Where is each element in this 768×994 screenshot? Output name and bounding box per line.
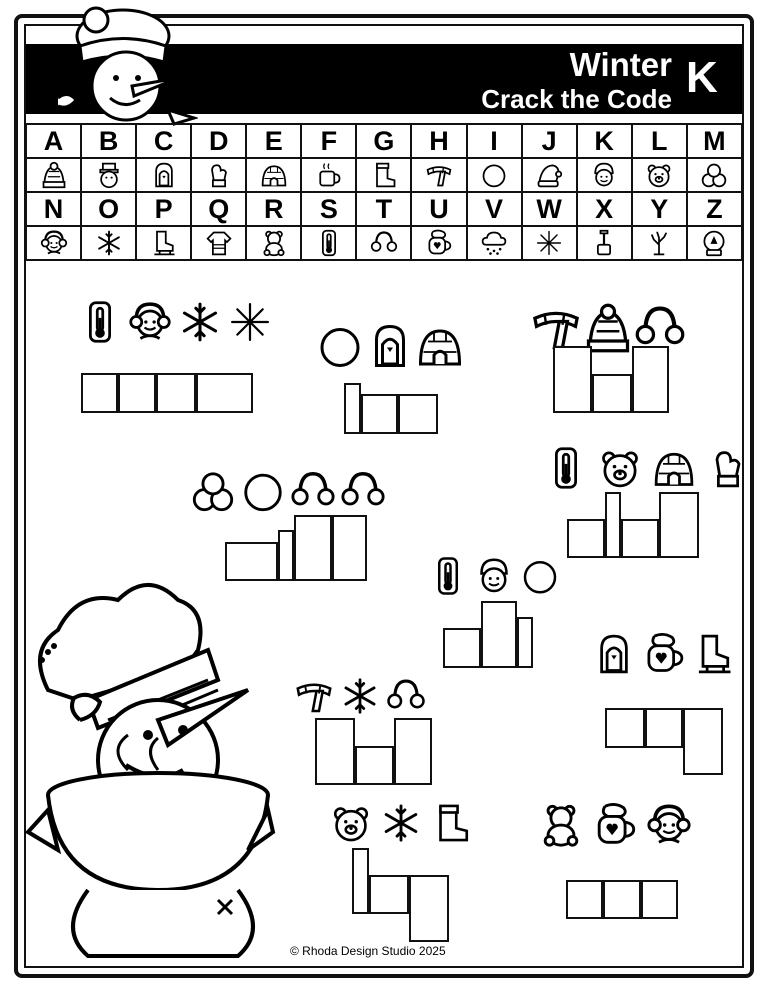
snowflake-icon	[340, 676, 380, 716]
puzzle-6-answer-box-3[interactable]	[517, 617, 533, 668]
snowflake-icon	[380, 802, 422, 844]
puzzle-7-clue-3	[692, 632, 736, 681]
key-letter-g: G	[356, 124, 411, 158]
scarf-icon	[294, 676, 334, 716]
key-letter-w: W	[522, 192, 577, 226]
puzzle-5-clue-3	[652, 446, 696, 495]
puzzle-7-answer-box-1[interactable]	[605, 708, 645, 748]
puzzle-4-clue-2	[240, 468, 286, 519]
snowball-pile-icon	[700, 161, 728, 189]
key-letter-e: E	[246, 124, 301, 158]
key-letter-d: D	[191, 124, 246, 158]
puzzle-6-clue-1	[428, 556, 468, 601]
puzzle-4-clue-4	[340, 468, 386, 519]
snow-cloud-icon	[480, 229, 508, 257]
puzzle-7-answer-box-2[interactable]	[645, 708, 683, 748]
puzzle-5-answer-box-4[interactable]	[659, 492, 699, 558]
heart-cocoa-mug-icon	[642, 632, 686, 676]
igloo-icon	[260, 161, 288, 189]
snowball-icon	[316, 322, 364, 370]
polar-bear-face-icon	[598, 446, 642, 490]
puzzle-1-clue-4	[228, 300, 272, 349]
puzzle-10-clue-1	[538, 802, 584, 853]
key-letter-k: K	[577, 124, 632, 158]
key-letter-n: N	[26, 192, 81, 226]
puzzle-6-clue-3	[520, 556, 560, 601]
puzzle-4-clue-1	[190, 468, 236, 519]
key-picture-h	[411, 158, 466, 192]
key-picture-b	[81, 158, 136, 192]
key-letter-f: F	[301, 124, 356, 158]
key-picture-u	[411, 226, 466, 260]
puzzle-1-answer-box-2[interactable]	[118, 373, 156, 413]
key-letter-u: U	[411, 192, 466, 226]
key-picture-m	[687, 158, 742, 192]
puzzle-6-answer-box-1[interactable]	[443, 628, 481, 668]
key-picture-x	[577, 226, 632, 260]
bare-tree-icon	[645, 229, 673, 257]
key-letter-h: H	[411, 124, 466, 158]
polar-bear-face-icon	[330, 802, 372, 844]
snowball-icon	[520, 556, 560, 596]
puzzle-5-clue-1	[544, 446, 588, 495]
key-picture-a	[26, 158, 81, 192]
puzzle-9-answer-box-1[interactable]	[352, 848, 369, 914]
key-letter-s: S	[301, 192, 356, 226]
key-picture-w	[522, 226, 577, 260]
key-picture-i	[467, 158, 522, 192]
puzzle-5-clue-2	[598, 446, 642, 495]
ice-skate-icon	[150, 229, 178, 257]
key-letter-p: P	[136, 192, 191, 226]
kid-face-icon	[590, 161, 618, 189]
key-letter-q: Q	[191, 192, 246, 226]
mitten-icon	[205, 161, 233, 189]
girl-earmuffs-icon	[40, 229, 68, 257]
puzzle-9-clue-3	[430, 802, 472, 849]
key-picture-g	[356, 158, 411, 192]
puzzle-2-clue-2	[366, 322, 414, 375]
snowball-icon	[480, 161, 508, 189]
puzzle-3-answer-box-1[interactable]	[553, 346, 592, 413]
puzzle-5-clue-4	[706, 446, 750, 495]
winter-boot-icon	[430, 802, 472, 844]
key-letter-b: B	[81, 124, 136, 158]
puzzle-10-clue-2	[592, 802, 638, 853]
puzzle-5-answer-box-2[interactable]	[605, 492, 621, 558]
thermometer-icon	[315, 229, 343, 257]
key-letter-j: J	[522, 124, 577, 158]
beanie-hat-icon	[40, 161, 68, 189]
key-letter-a: A	[26, 124, 81, 158]
key-picture-e	[246, 158, 301, 192]
thermometer-icon	[428, 556, 468, 596]
key-picture-v	[467, 226, 522, 260]
puzzle-7-clue-1	[592, 632, 636, 681]
key-picture-n	[26, 226, 81, 260]
puzzle-10-clue-3	[646, 802, 692, 853]
key-picture-t	[356, 226, 411, 260]
title-line-2: Crack the Code	[481, 84, 672, 114]
puzzle-3-answer-box-3[interactable]	[632, 346, 669, 413]
puzzle-1-clue-3	[178, 300, 222, 349]
penguin-icon	[366, 322, 414, 370]
snowflake-icon	[95, 229, 123, 257]
puzzle-6-clue-2	[474, 556, 514, 601]
puzzle-1-answer-box-3[interactable]	[156, 373, 196, 413]
key-picture-k	[577, 158, 632, 192]
key-picture-j	[522, 158, 577, 192]
puzzle-7-answer-box-3[interactable]	[683, 708, 723, 775]
key-picture-o	[81, 226, 136, 260]
hot-cocoa-mug-icon	[315, 161, 343, 189]
snowman-mascot-icon	[48, 6, 198, 126]
winter-boot-icon	[370, 161, 398, 189]
key-letter-t: T	[356, 192, 411, 226]
puzzle-5-answer-box-1[interactable]	[567, 519, 605, 558]
scarf-icon	[425, 161, 453, 189]
snowflake-icon	[178, 300, 222, 344]
key-letter-x: X	[577, 192, 632, 226]
key-picture-l	[632, 158, 687, 192]
puzzle-1-clue-2	[128, 300, 172, 349]
mitten-icon	[706, 446, 750, 490]
igloo-icon	[652, 446, 696, 490]
puzzle-2-clue-3	[416, 322, 464, 375]
key-picture-r	[246, 226, 301, 260]
puzzle-4-clue-3	[290, 468, 336, 519]
puzzle-7-clue-2	[642, 632, 686, 681]
kid-face-icon	[474, 556, 514, 596]
puzzle-1-clue-1	[78, 300, 122, 349]
puzzle-9-answer-box-3[interactable]	[409, 875, 449, 942]
sweater-icon	[205, 229, 233, 257]
santa-hat-icon	[535, 161, 563, 189]
girl-earmuffs-icon	[646, 802, 692, 848]
puzzle-8-answer-box-1[interactable]	[315, 718, 355, 785]
earmuffs-icon	[386, 676, 426, 716]
key-letter-o: O	[81, 192, 136, 226]
key-letter-v: V	[467, 192, 522, 226]
key-letter-z: Z	[687, 192, 742, 226]
ice-skate-icon	[692, 632, 736, 676]
puzzle-8-clue-2	[340, 676, 380, 721]
heart-cocoa-mug-icon	[425, 229, 453, 257]
key-letter-i: I	[467, 124, 522, 158]
puzzle-6-answer-box-2[interactable]	[481, 601, 517, 668]
earmuffs-icon	[340, 468, 386, 514]
heart-cocoa-mug-icon	[592, 802, 638, 848]
puzzle-8-answer-box-2[interactable]	[355, 746, 394, 785]
teddy-bear-icon	[538, 802, 584, 848]
key-picture-y	[632, 226, 687, 260]
key-picture-p	[136, 226, 191, 260]
puzzle-2-answer-box-2[interactable]	[361, 394, 398, 434]
key-letter-l: L	[632, 124, 687, 158]
earmuffs-icon	[370, 229, 398, 257]
puzzle-2-answer-box-1[interactable]	[344, 383, 361, 434]
girl-earmuffs-icon	[128, 300, 172, 344]
puzzle-10-answer-box-1[interactable]	[566, 880, 603, 919]
puzzle-4-answer-box-4[interactable]	[332, 515, 367, 581]
snowball-icon	[240, 468, 286, 514]
puzzle-10-answer-box-2[interactable]	[603, 880, 641, 919]
puzzle-2-clue-1	[316, 322, 364, 375]
key-letter-r: R	[246, 192, 301, 226]
snowball-pile-icon	[190, 468, 236, 514]
snow-shovel-icon	[590, 229, 618, 257]
snowman-chef-icon	[18, 570, 278, 960]
penguin-icon	[592, 632, 636, 676]
key-picture-q	[191, 226, 246, 260]
snow-globe-icon	[700, 229, 728, 257]
polar-bear-face-icon	[645, 161, 673, 189]
penguin-icon	[150, 161, 178, 189]
puzzle-9-clue-1	[330, 802, 372, 849]
thermometer-icon	[78, 300, 122, 344]
code-key-table	[25, 123, 743, 261]
key-letter-c: C	[136, 124, 191, 158]
copyright: © Rhoda Design Studio 2025	[290, 944, 446, 958]
puzzle-4-answer-box-3[interactable]	[294, 515, 332, 581]
title-line-1: Winter	[569, 46, 672, 83]
puzzle-8-clue-1	[294, 676, 334, 721]
key-letter-y: Y	[632, 192, 687, 226]
puzzle-2-answer-box-3[interactable]	[398, 394, 438, 434]
key-picture-c	[136, 158, 191, 192]
puzzle-3-answer-box-2[interactable]	[592, 374, 632, 413]
puzzle-4-answer-box-2[interactable]	[278, 530, 294, 581]
snowflake-thin-icon	[228, 300, 272, 344]
puzzle-10-answer-box-3[interactable]	[641, 880, 678, 919]
snowman-face-icon	[95, 161, 123, 189]
teddy-bear-icon	[260, 229, 288, 257]
puzzle-1-answer-box-4[interactable]	[196, 373, 253, 413]
puzzle-5-answer-box-3[interactable]	[621, 519, 659, 558]
earmuffs-icon	[290, 468, 336, 514]
igloo-icon	[416, 322, 464, 370]
puzzle-9-answer-box-2[interactable]	[369, 875, 409, 914]
puzzle-8-clue-3	[386, 676, 426, 721]
key-letter-m: M	[687, 124, 742, 158]
puzzle-1-answer-box-1[interactable]	[81, 373, 118, 413]
snowflake-thin-icon	[535, 229, 563, 257]
thermometer-icon	[544, 446, 588, 490]
key-picture-d	[191, 158, 246, 192]
key-picture-s	[301, 226, 356, 260]
puzzle-9-clue-2	[380, 802, 422, 849]
puzzle-8-answer-box-3[interactable]	[394, 718, 432, 785]
level-letter: K	[686, 53, 718, 102]
key-picture-z	[687, 226, 742, 260]
key-picture-f	[301, 158, 356, 192]
